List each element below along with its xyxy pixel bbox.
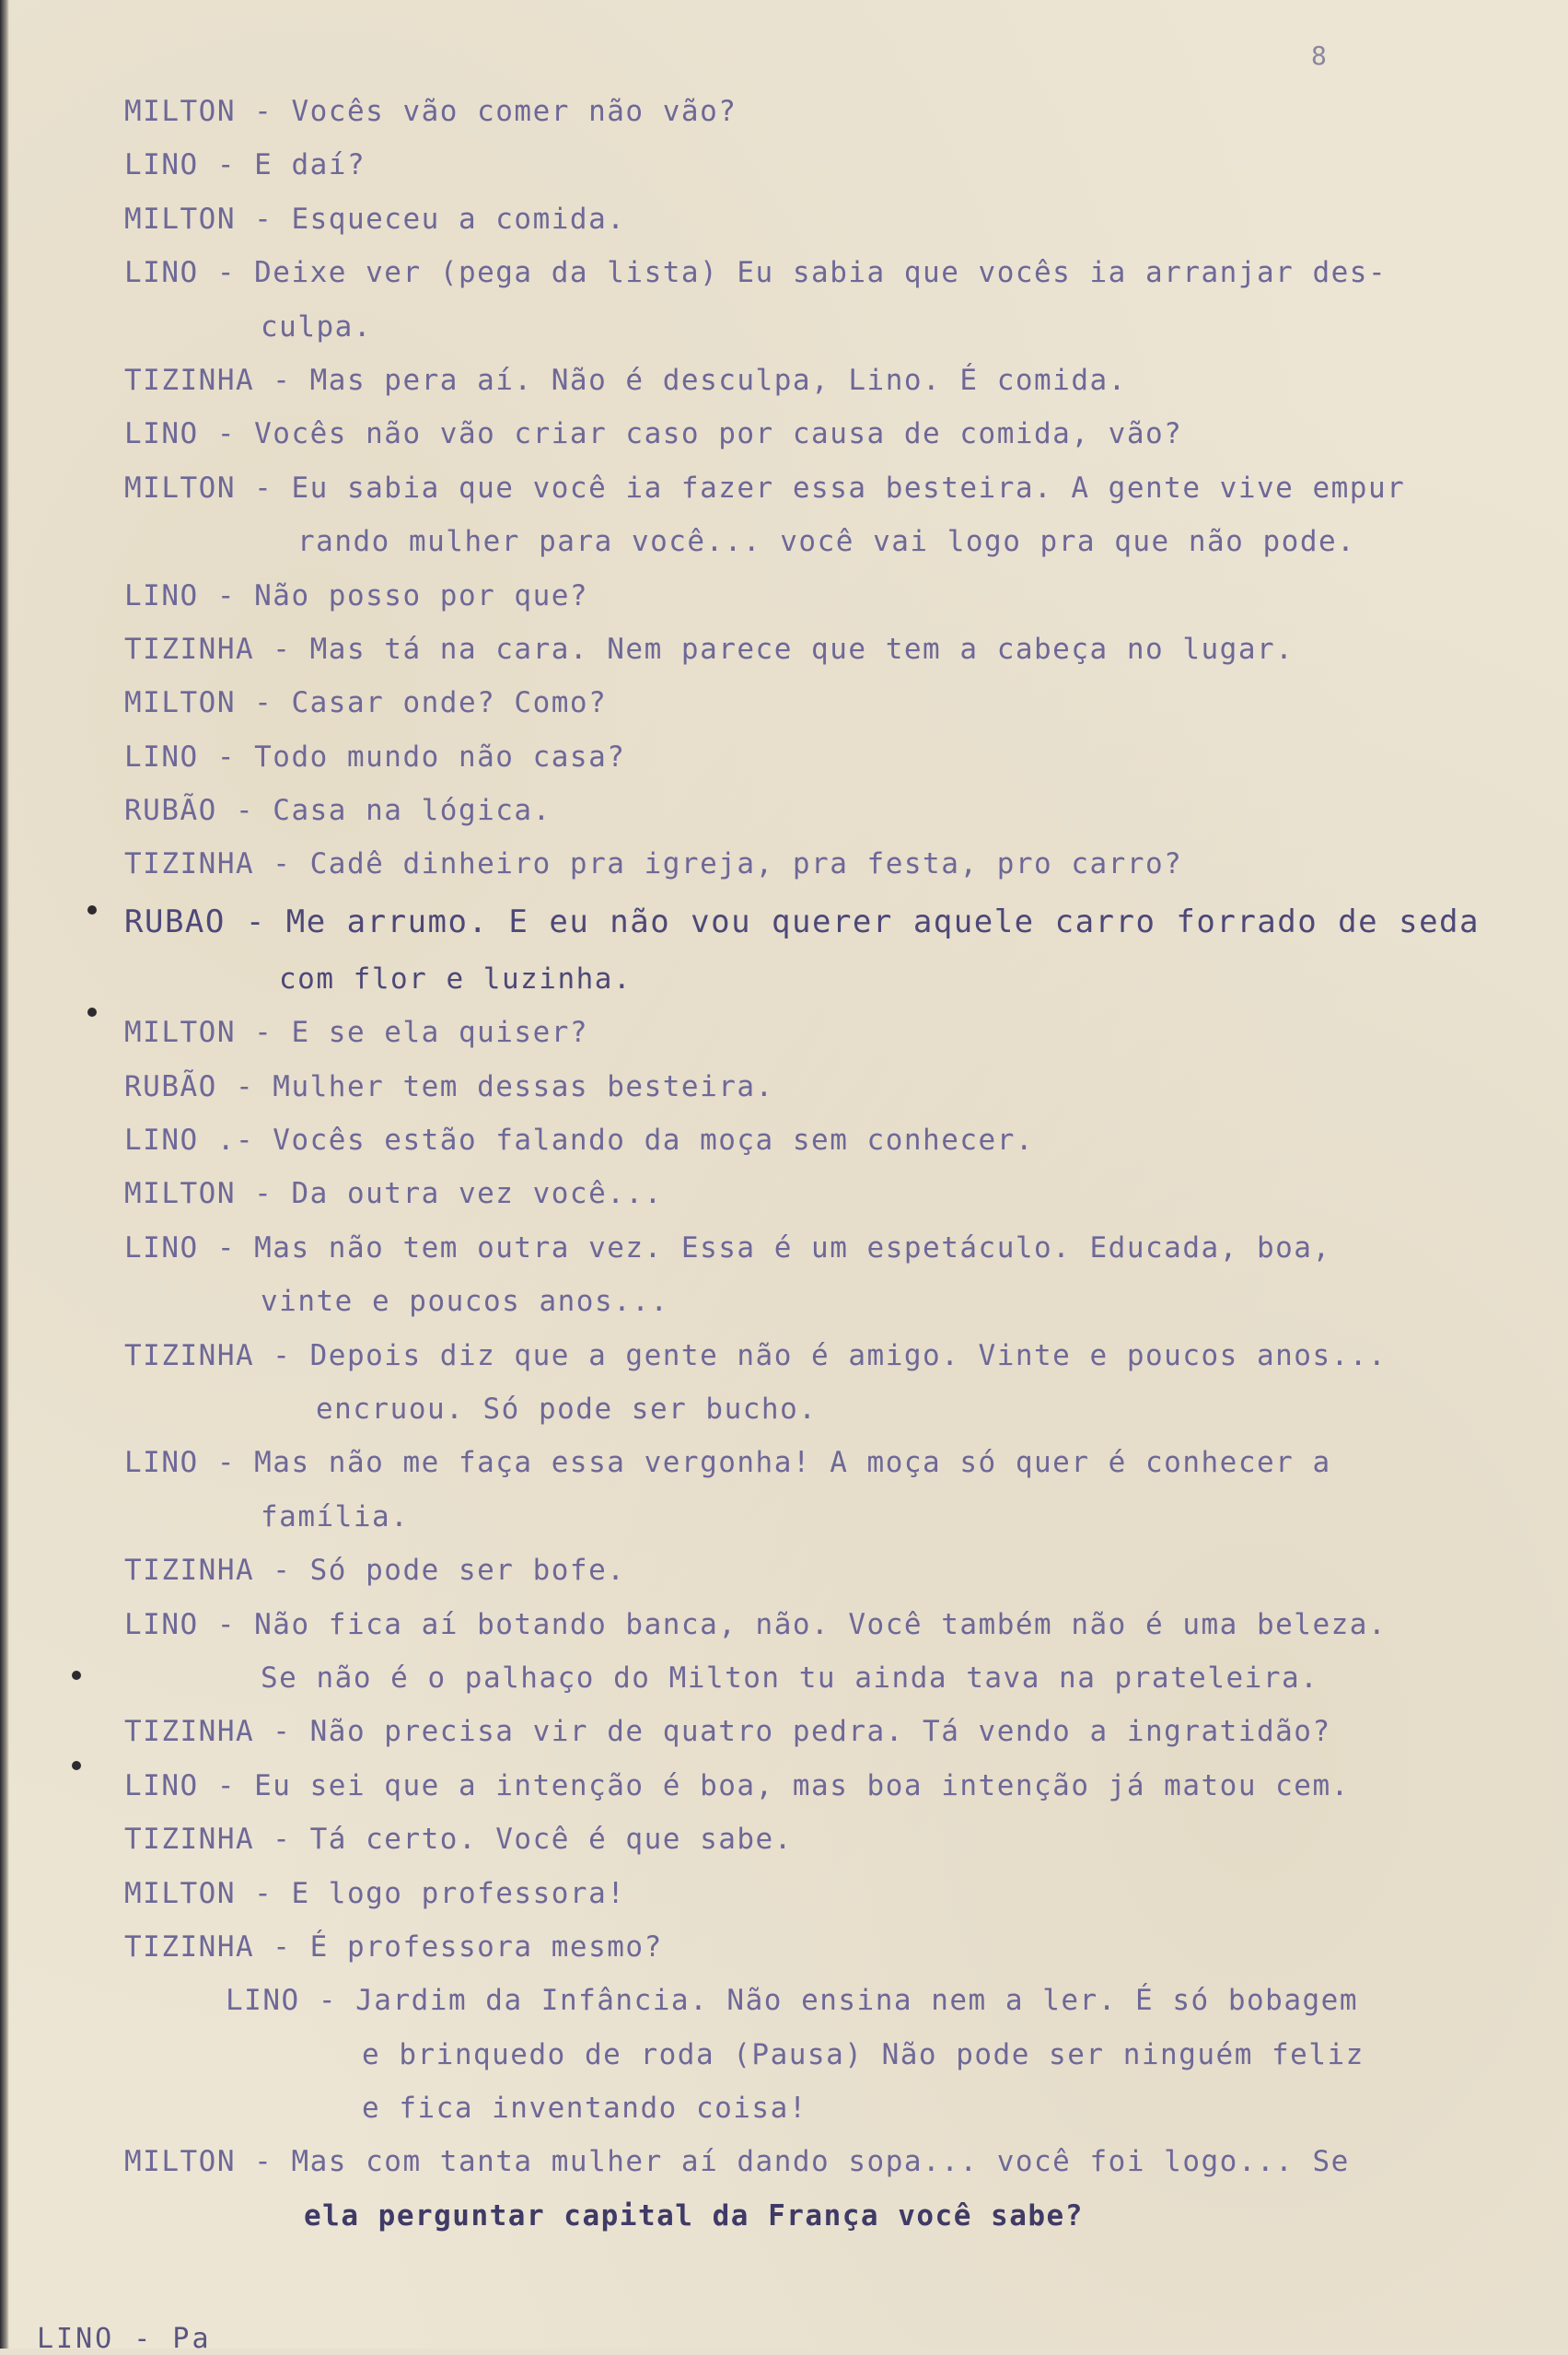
dialogue-line: MILTON - Da outra vez você...: [124, 1177, 663, 1211]
dialogue-line: MILTON - Eu sabia que você ia fazer essa besteira. A gente vive empur: [124, 471, 1406, 505]
dialogue-continuation: ela perguntar capital da França você sabe?: [304, 2198, 1084, 2233]
dialogue-continuation: Se não é o palhaço do Milton tu ainda tava na prateleira.: [261, 1661, 1319, 1695]
cut-off-line: LINO - Pa: [37, 2323, 212, 2355]
page-edge-shadow: [0, 0, 9, 2349]
dialogue-line: MILTON - E logo professora!: [124, 1876, 626, 1910]
dialogue-line: TIZINHA - Não precisa vir de quatro pedra. Tá vendo a ingratidão?: [124, 1715, 1331, 1749]
dialogue-line: TIZINHA - Só pode ser bofe.: [124, 1554, 626, 1588]
dialogue-line: TIZINHA - Depois diz que a gente não é amigo. Vinte e poucos anos...: [124, 1338, 1388, 1372]
dialogue-line: TIZINHA - Tá certo. Você é que sabe.: [124, 1823, 793, 1857]
dialogue-line: LINO - Não posso por que?: [124, 578, 589, 612]
dialogue-line: RUBAO - Me arrumo. E eu não vou querer aquele carro forrado de seda: [124, 903, 1480, 940]
dialogue-line: MILTON - Casar onde? Como?: [124, 686, 608, 720]
dialogue-continuation: e fica inventando coisa!: [362, 2092, 807, 2126]
dialogue-line: LINO - Vocês não vão criar caso por causa de comida, vão?: [124, 417, 1183, 451]
script-body: [124, 85, 1480, 2243]
dialogue-continuation: encruou. Só pode ser bucho.: [316, 1392, 818, 1426]
dialogue-line: LINO - Mas não me faça essa vergonha! A moça só quer é conhecer a: [124, 1446, 1331, 1480]
dialogue-line: MILTON - Esqueceu a comida.: [124, 202, 626, 236]
margin-dot: [72, 1671, 81, 1680]
margin-dot: [72, 1761, 81, 1770]
margin-dot: [87, 1008, 97, 1017]
dialogue-continuation: culpa.: [261, 309, 372, 344]
dialogue-line: MILTON - Vocês vão comer não vão?: [124, 95, 738, 128]
dialogue-continuation: rando mulher para você... você vai logo pra que não pode.: [297, 525, 1356, 559]
dialogue-line: RUBÃO - Casa na lógica.: [124, 794, 552, 828]
dialogue-line: LINO - Mas não tem outra vez. Essa é um espetáculo. Educada, boa,: [124, 1230, 1331, 1265]
dialogue-continuation: e brinquedo de roda (Pausa) Não pode ser ninguém feliz: [362, 2037, 1365, 2071]
dialogue-line: RUBÃO - Mulher tem dessas besteira.: [124, 1069, 774, 1103]
dialogue-line: LINO - Todo mundo não casa?: [124, 740, 626, 774]
dialogue-line: TIZINHA - Mas pera aí. Não é desculpa, Lino. É comida.: [124, 363, 1127, 397]
page-number: 8: [1311, 41, 1327, 71]
margin-dot: [87, 905, 97, 915]
dialogue-line: LINO - E daí?: [124, 148, 366, 182]
dialogue-continuation: com flor e luzinha.: [279, 962, 633, 996]
dialogue-line: LINO - Jardim da Infância. Não ensina nem a ler. É só bobagem: [226, 1984, 1358, 2018]
dialogue-line: LINO - Não fica aí botando banca, não. Você também não é uma beleza.: [124, 1607, 1388, 1641]
dialogue-line: MILTON - Mas com tanta mulher aí dando sopa... você foi logo... Se: [124, 2145, 1350, 2179]
dialogue-line: TIZINHA - Cadê dinheiro pra igreja, pra festa, pro carro?: [124, 847, 1183, 881]
dialogue-line: TIZINHA - É professora mesmo?: [124, 1929, 663, 1964]
dialogue-line: MILTON - E se ela quiser?: [124, 1016, 589, 1050]
dialogue-line: LINO - Deixe ver (pega da lista) Eu sabia que vocês ia arranjar des-: [124, 256, 1388, 290]
dialogue-line: TIZINHA - Mas tá na cara. Nem parece que tem a cabeça no lugar.: [124, 632, 1295, 666]
dialogue-continuation: vinte e poucos anos...: [261, 1285, 669, 1319]
dialogue-line: LINO .- Vocês estão falando da moça sem conhecer.: [124, 1124, 1035, 1158]
dialogue-line: LINO - Eu sei que a intenção é boa, mas boa intenção já matou cem.: [124, 1768, 1350, 1802]
dialogue-continuation: família.: [261, 1499, 410, 1533]
